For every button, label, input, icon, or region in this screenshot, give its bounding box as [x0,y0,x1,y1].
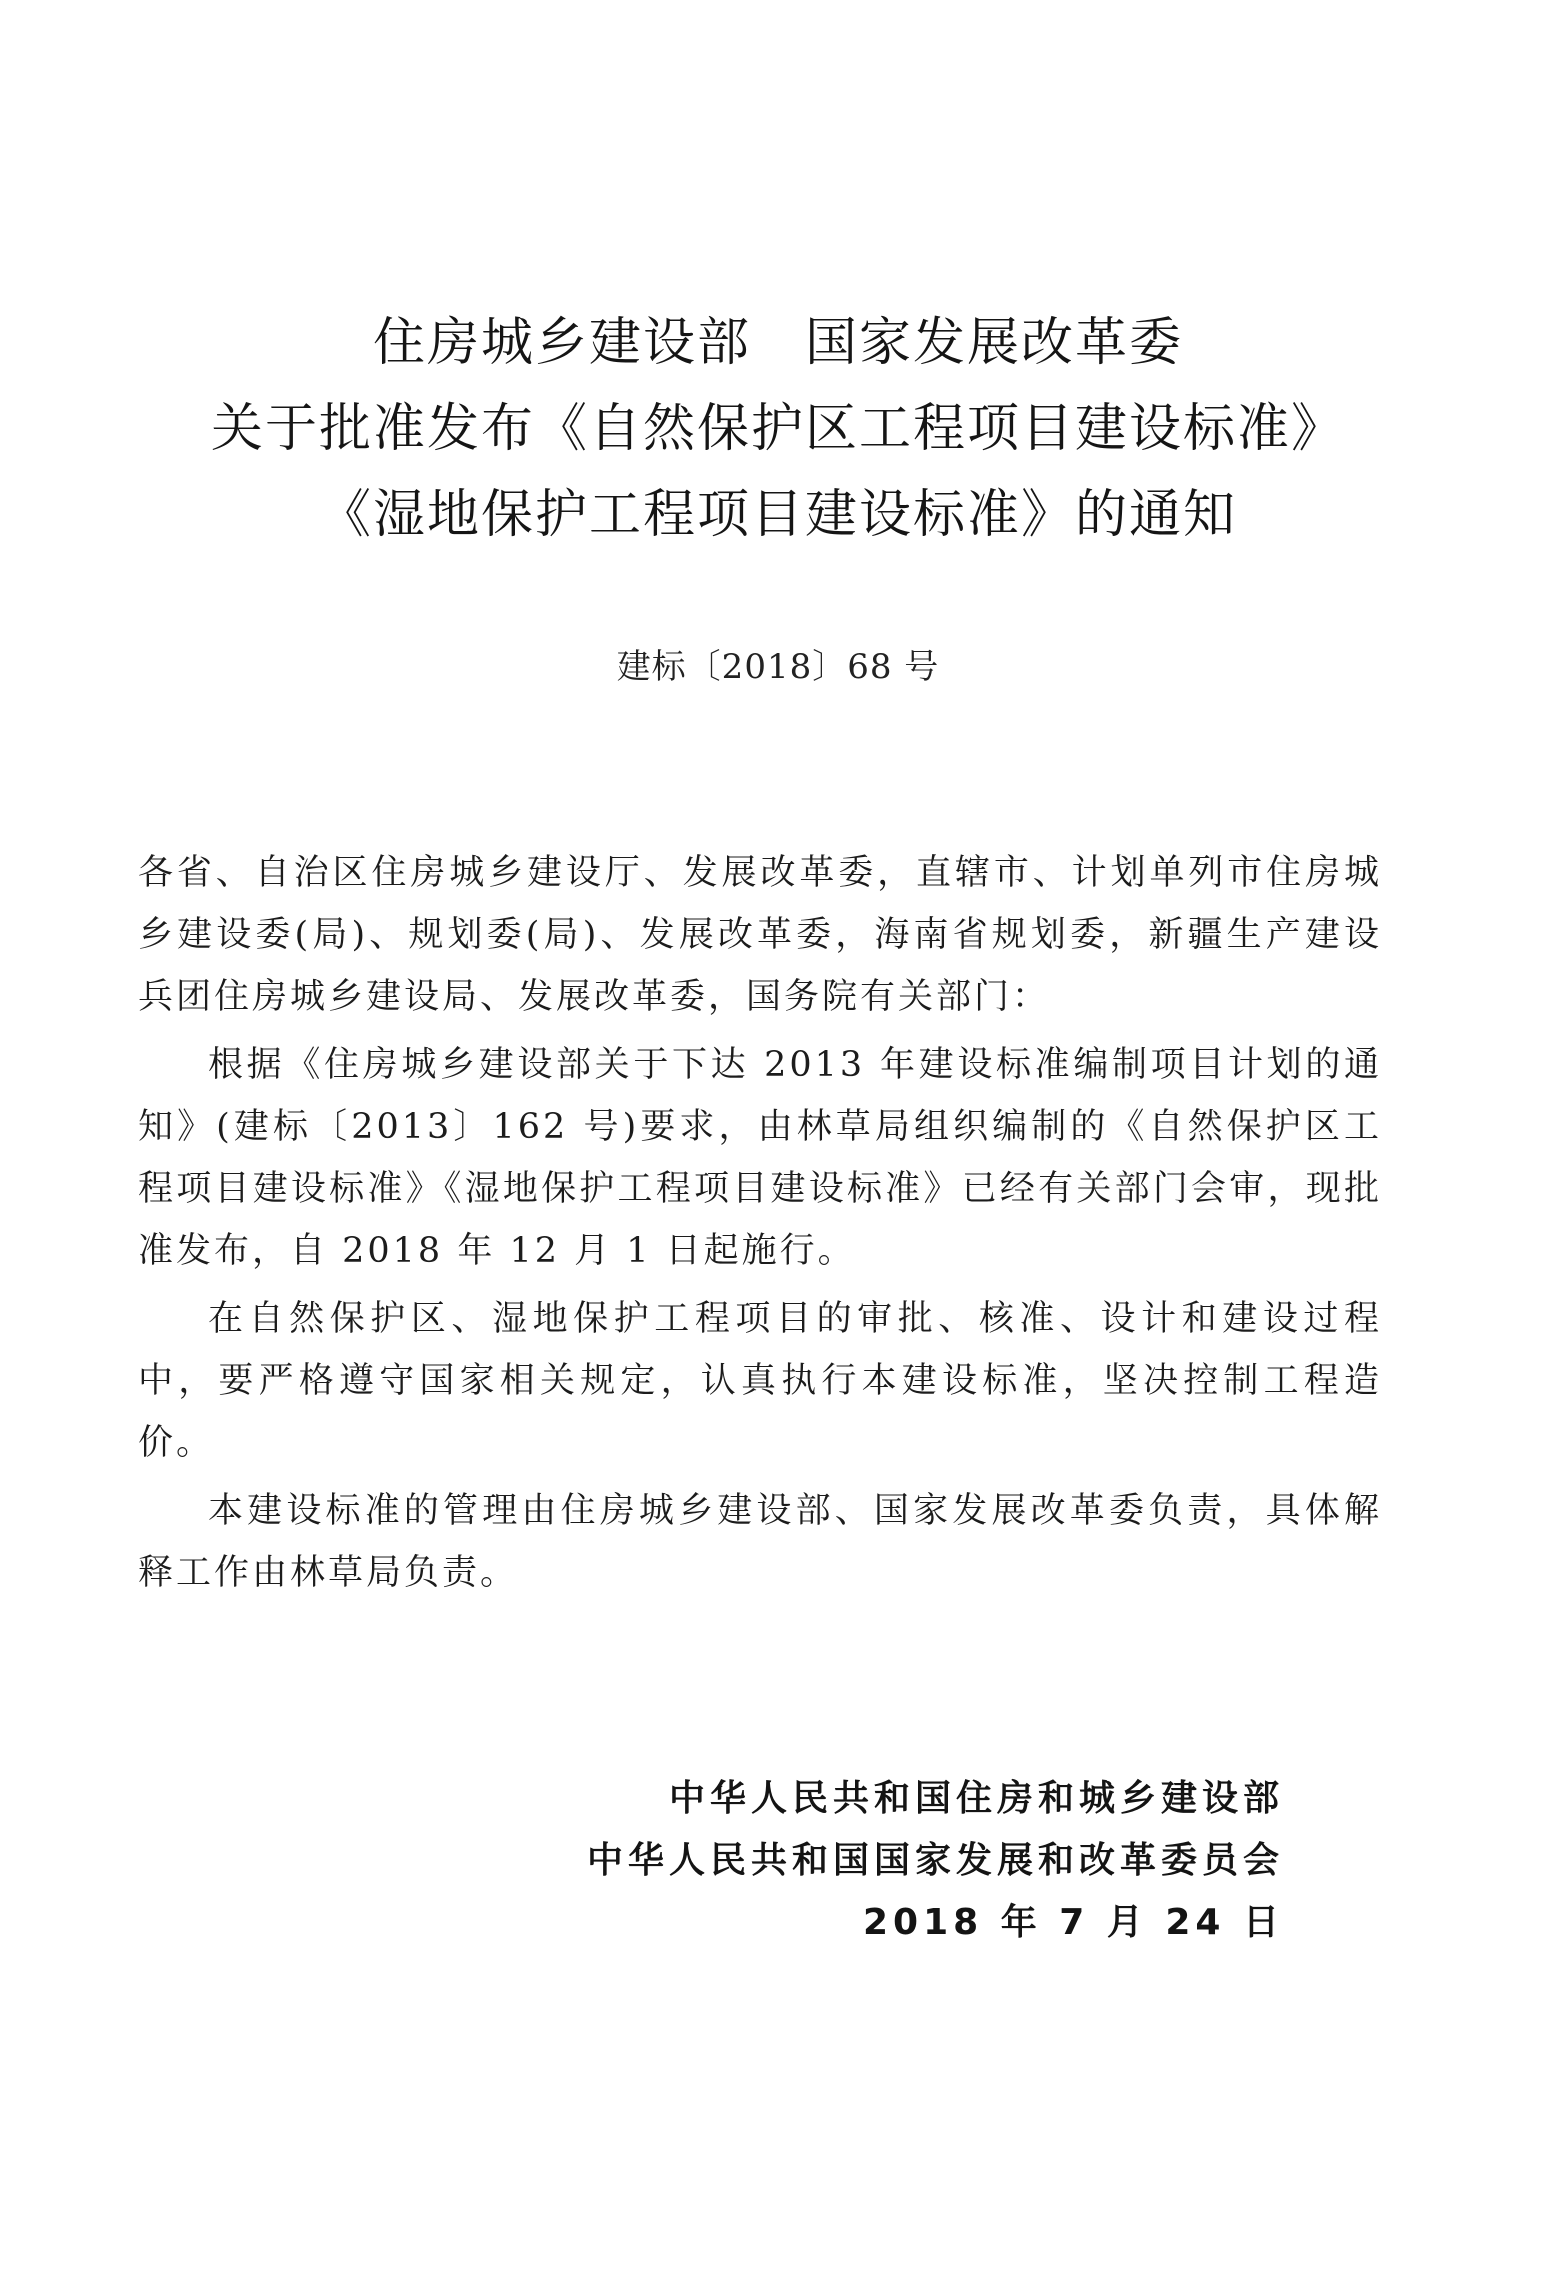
signature-block [587,1768,1284,1954]
title-line-2: 关于批准发布《自然保护区工程项目建设标准》 [210,399,1345,459]
title-line-3: 《湿地保护工程项目建设标准》的通知 [318,485,1237,545]
body-paragraph-1: 根据《住房城乡建设部关于下达 2013 年建设标准编制项目计划的通知》(建标〔2013〕162 号)要求，由林草局组织编制的《自然保护区工程项目建设标准》《湿地保护工程项目建设标准》已经有关部门会审，现批准发布，自 2018 年 12 月 1 日起施行。 [138,1045,1382,1271]
title-line-1: 住房城乡建设部 国家发展改革委 [372,313,1183,373]
signature-org-1: 中华人民共和国住房和城乡建设部 [668,1778,1284,1819]
body-paragraph-2: 在自然保护区、湿地保护工程项目的审批、核准、设计和建设过程中，要严格遵守国家相关规定，认真执行本建设标准，坚决控制工程造价。 [138,1299,1382,1463]
document-title [0,300,1556,558]
body-paragraph-3: 本建设标准的管理由住房城乡建设部、国家发展改革委负责，具体解释工作由林草局负责。 [138,1491,1382,1593]
signature-org-2: 中华人民共和国国家发展和改革委员会 [586,1840,1284,1881]
document-body [138,842,1382,1610]
signature-date: 2018 年 7 月 24 日 [862,1902,1284,1943]
document-number: 建标〔2018〕68 号 [616,647,940,687]
salutation-paragraph: 各省、自治区住房城乡建设厅、发展改革委，直辖市、计划单列市住房城乡建设委(局)、规划委(局)、发展改革委，海南省规划委，新疆生产建设兵团住房城乡建设局、发展改革委，国务院有关部门： [138,853,1382,1017]
